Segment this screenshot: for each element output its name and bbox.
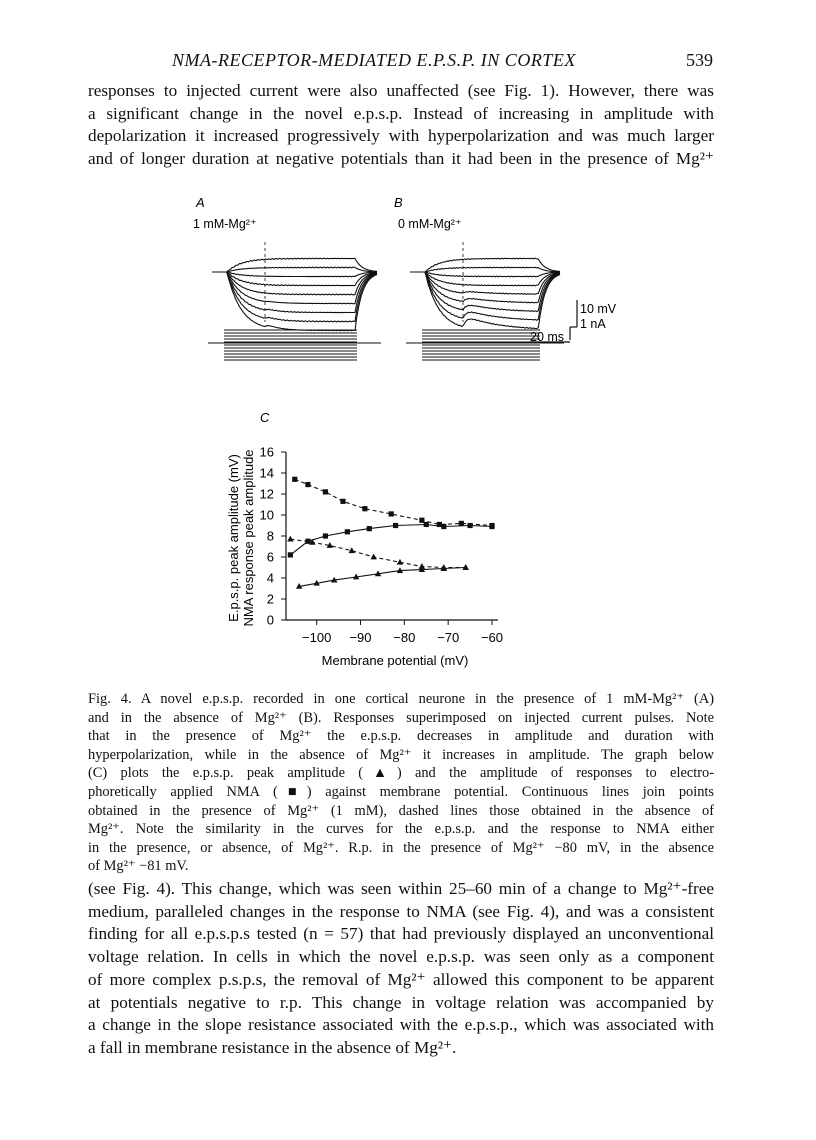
y-tick-label: 2 [266,591,274,607]
text-line: of more complex p.s.p.s, the removal of Mg²⁺ allowed this component to be apparent [88,969,714,989]
caption-line: Fig. 4. A novel e.p.s.p. recorded in one cortical neurone in the presence of 1 mM-Mg²⁺ (A) [88,691,714,707]
panel-b-letter: B [394,195,403,210]
caption-line: hyperpolarization, while in the absence of Mg²⁺ it increases in amplitude. The graph below [88,746,714,763]
y-tick-label: 14 [259,465,274,481]
text-line: depolarization it increased progressively with hyperpolarization and was much larger [88,126,714,146]
paragraph-bottom [88,878,714,1060]
square-marker [389,511,394,516]
page-number: 539 [686,50,713,70]
text-line: medium, paralleled changes in the response to NMA (see Fig. 4), and was a consistent [88,901,714,921]
square-marker [345,529,350,534]
square-marker [489,524,494,529]
y-tick-label: 6 [266,549,274,565]
text-line: finding for all e.p.s.p.s tested (n = 57) that had previously displayed an unconventional [88,924,714,944]
caption-line: (C) plots the e.p.s.p. peak amplitude (▲) and the amplitude of responses to electro- [88,765,714,782]
voltage-trace [410,272,560,294]
square-marker [362,506,367,511]
voltage-trace [212,272,377,322]
text-line: voltage relation. In cells in which the novel e.p.s.p. was seen only as a component [88,947,714,967]
panel-a-traces [212,242,377,331]
series-line-dashed [295,479,492,525]
panel-a-letter: A [196,195,205,210]
triangle-marker [370,554,376,560]
text-line: a significant change in the novel e.p.s.p. Instead of increasing in amplitude with [88,103,714,123]
panel-b-traces [410,242,560,329]
x-tick-label: −60 [480,630,504,645]
y-tick-label: 0 [266,612,274,628]
text-line: a fall in membrane resistance in the absence of Mg²⁺. [88,1037,457,1057]
y-tick-label: 4 [266,570,274,586]
x-tick-label: −80 [393,630,416,645]
panel-b-condition: 0 mM-Mg²⁺ [398,217,462,231]
chart-axes [286,452,498,620]
triangle-marker [349,547,355,553]
caption-line: that in the presence of Mg²⁺ the e.p.s.p. decreases in amplitude and duration with [88,728,714,745]
text-line: at potentials negative to r.p. This change in voltage relation was accompanied by [88,992,714,1012]
scale-current-label: 1 nA [580,317,606,331]
y-tick-label: 10 [259,507,274,523]
square-marker [288,552,293,557]
figure-caption [88,690,714,876]
y-axis-label-line-1: E.p.s.p. peak amplitude (mV) [226,454,241,622]
panel-a-condition: 1 mM-Mg²⁺ [193,217,257,231]
voltage-trace [212,272,377,313]
square-marker [467,523,472,528]
voltage-trace [410,272,560,277]
series-line-dashed [290,539,465,567]
scale-time-label: 20 ms [530,330,565,344]
square-marker [441,524,446,529]
caption-line: phoretically applied NMA (■) against membrane potential. Continuous lines join points [88,783,714,800]
y-axis-label-line-2: NMA response peak amplitude [241,449,256,627]
y-tick-label: 16 [259,444,274,460]
triangle-marker [397,559,403,565]
chart-series [287,477,494,589]
text-line: and of longer duration at negative potentials than it had been in the presence of Mg²⁺ [88,149,714,169]
caption-line: Mg²⁺. Note the similarity in the curves for the e.p.s.p. and the response to NMA either [88,821,714,838]
caption-line: and in the absence of Mg²⁺ (B). Responses superimposed on injected current pulses. Note [88,709,714,726]
voltage-trace [410,267,560,272]
text-line: (see Fig. 4). This change, which was seen within 25–60 min of a change to Mg²⁺-free [88,879,714,898]
panel-a-current-pulses [208,330,381,360]
x-axis-label: Membrane potential (mV) [321,653,469,668]
x-tick-label: −70 [437,630,460,645]
series-line-solid [299,568,466,587]
panel-c-letter: C [260,410,270,425]
square-marker [367,526,372,531]
triangle-marker [287,536,293,542]
scale-voltage-label: 10 mV [580,302,617,316]
square-marker [393,523,398,528]
running-title: NMA-RECEPTOR-MEDIATED E.P.S.P. IN CORTEX [172,50,576,70]
square-marker [323,533,328,538]
text-line: a change in the slope resistance associated with the e.p.s.p., which was associated with [88,1015,714,1035]
x-tick-label: −90 [349,630,372,645]
caption-line: in the presence, or absence, of Mg²⁺. R.p. in the presence of Mg²⁺ −80 mV, in the absence [88,839,714,856]
caption-line: of Mg²⁺ −81 mV. [88,858,189,875]
series-line-solid [290,525,492,555]
voltage-trace [212,272,377,277]
square-marker [424,522,429,527]
text-line: responses to injected current were also unaffected (see Fig. 1). However, there was [88,81,714,100]
square-marker [340,499,345,504]
y-tick-label: 8 [266,528,274,544]
y-tick-label: 12 [259,486,274,502]
x-tick-label: −100 [302,630,332,645]
square-marker [292,477,297,482]
square-marker [323,489,328,494]
voltage-trace [212,267,377,272]
panel-c-chart [226,445,503,669]
square-marker [305,482,310,487]
chart-ticks [260,445,504,646]
caption-line: obtained in the presence of Mg²⁺ (1 mM), dashed lines those obtained in the absence of [88,802,714,819]
